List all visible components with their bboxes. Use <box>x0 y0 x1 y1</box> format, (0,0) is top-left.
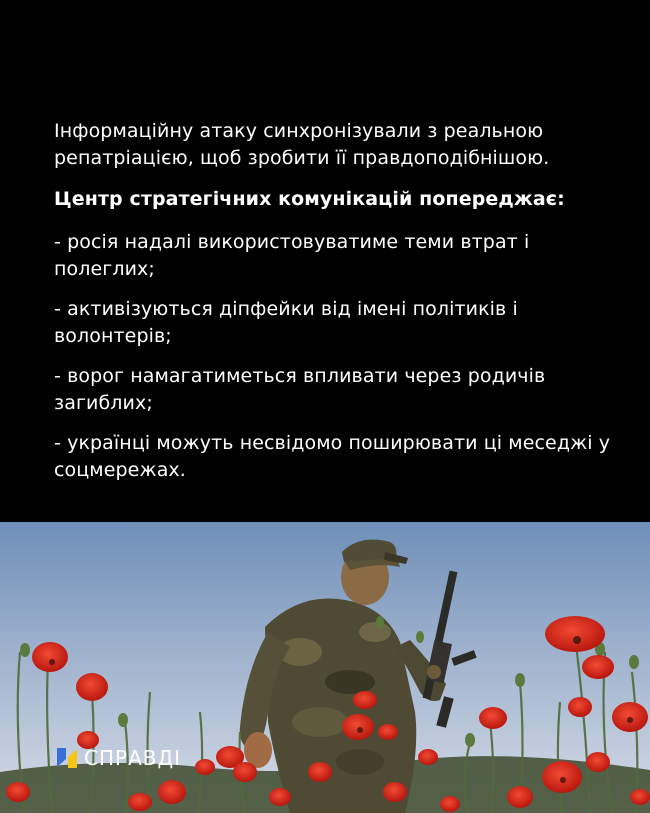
logo-flag-icon <box>54 745 80 771</box>
intro-paragraph: Інформаційну атаку синхронізували з реальною репатріацією, щоб зробити її правдоподібнішою. <box>54 120 550 169</box>
bullet-item-3: - ворог намагатиметься впливати через родичів загиблих; <box>54 365 546 414</box>
spravdi-logo <box>54 744 181 772</box>
text-block <box>54 118 614 497</box>
bullet-item-1: - росія надалі використовуватиме теми втрат і полеглих; <box>54 231 530 280</box>
bullet-item-2: - активізуються діпфейки від імені політиків і волонтерів; <box>54 298 518 347</box>
heading: Центр стратегічних комунікацій попереджає: <box>54 188 565 210</box>
bullet-item-4: - українці можуть несвідомо поширювати ці меседжі у соцмережах. <box>54 432 611 481</box>
logo-text: СПРАВДІ <box>84 746 181 770</box>
